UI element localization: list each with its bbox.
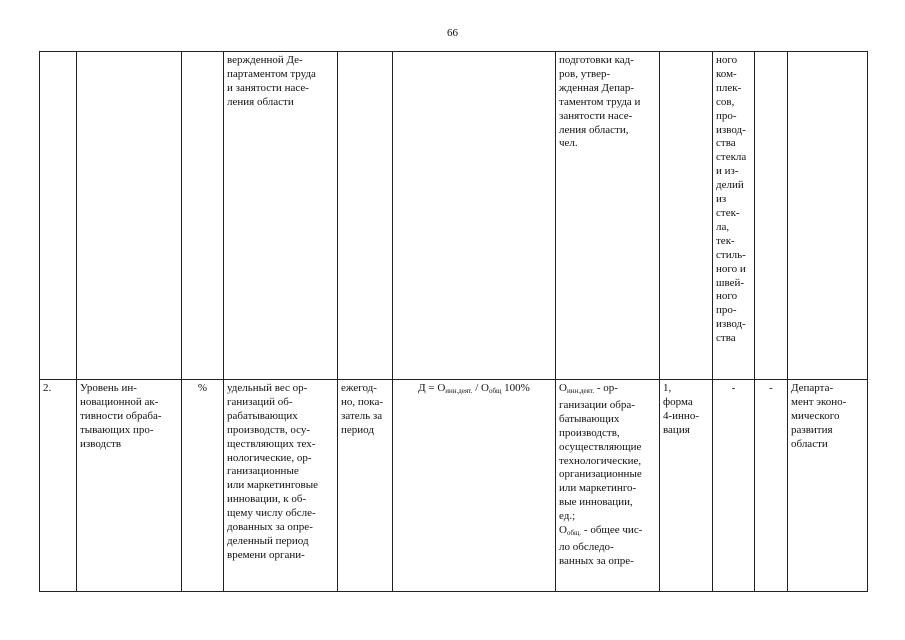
cell-unit [182,52,224,380]
formula-rhs: 100% [501,382,530,394]
formula-sub-innovation: инн.деят. [445,387,473,395]
cell-source [660,52,713,380]
designation-o2: О [559,524,567,537]
formula-sub-total: общ [488,387,502,395]
cell-definition: вержденной Де- партаментом труда и занятости насе- ления области [224,52,338,380]
cell-col10: - [755,380,788,592]
cell-designations: подготовки кад- ров, утвер- жденная Депар- таментом труда и занятости насе- ления области, чел. [556,52,660,380]
cell-periodicity [338,52,393,380]
cell-responsible: Департа- мент эконо- мического развития области [788,380,868,592]
designation-o1: О [559,382,567,394]
table-row-2 [40,380,868,592]
designation-text-1: - ор- ганизации обра- батывающих производств, осуществляющие технологические, организационные или маркетинго- вые инновации, ед.; [559,382,642,523]
designation-o2-sub: общ. [566,529,582,538]
cell-designations [556,380,660,592]
cell-indicator-name: Уровень ин- новационной ак- тивности обраба- тывающих про- изводств [77,380,182,592]
cell-number [40,52,77,380]
table-row-continued [40,52,868,380]
cell-number: 2. [40,380,77,592]
cell-responsible [788,52,868,380]
cell-unit: % [182,380,224,592]
cell-source: 1, форма 4-инно- вация [660,380,713,592]
page-number: 66 [447,27,458,39]
designation-text-2: - общее чис- ло обследо- ванных за опре- [559,524,643,567]
cell-col9: - [713,380,755,592]
formula-lhs: Д = О [418,382,446,394]
cell-formula [393,380,556,592]
cell-definition: удельный вес ор- ганизаций об- рабатывающих производств, осу- ществляющих тех- нологические, ор- ганизационные или маркетинговые инновации, к об- щему числу обсле- дованных за опре- деленный период времени органи- [224,380,338,592]
cell-periodicity: ежегод- но, пока- затель за период [338,380,393,592]
cell-col9: ного ком- плек- сов, про- извод- ства стекла и из- делий из стек- ла, тек- стиль- ного и швей- ного про- извод- ства [713,52,755,380]
designation-o1-sub: инн.деят. [566,387,595,395]
cell-col10 [755,52,788,380]
cell-formula [393,52,556,380]
formula-divide: / О [472,382,489,394]
indicator-table [39,51,868,592]
cell-indicator-name [77,52,182,380]
